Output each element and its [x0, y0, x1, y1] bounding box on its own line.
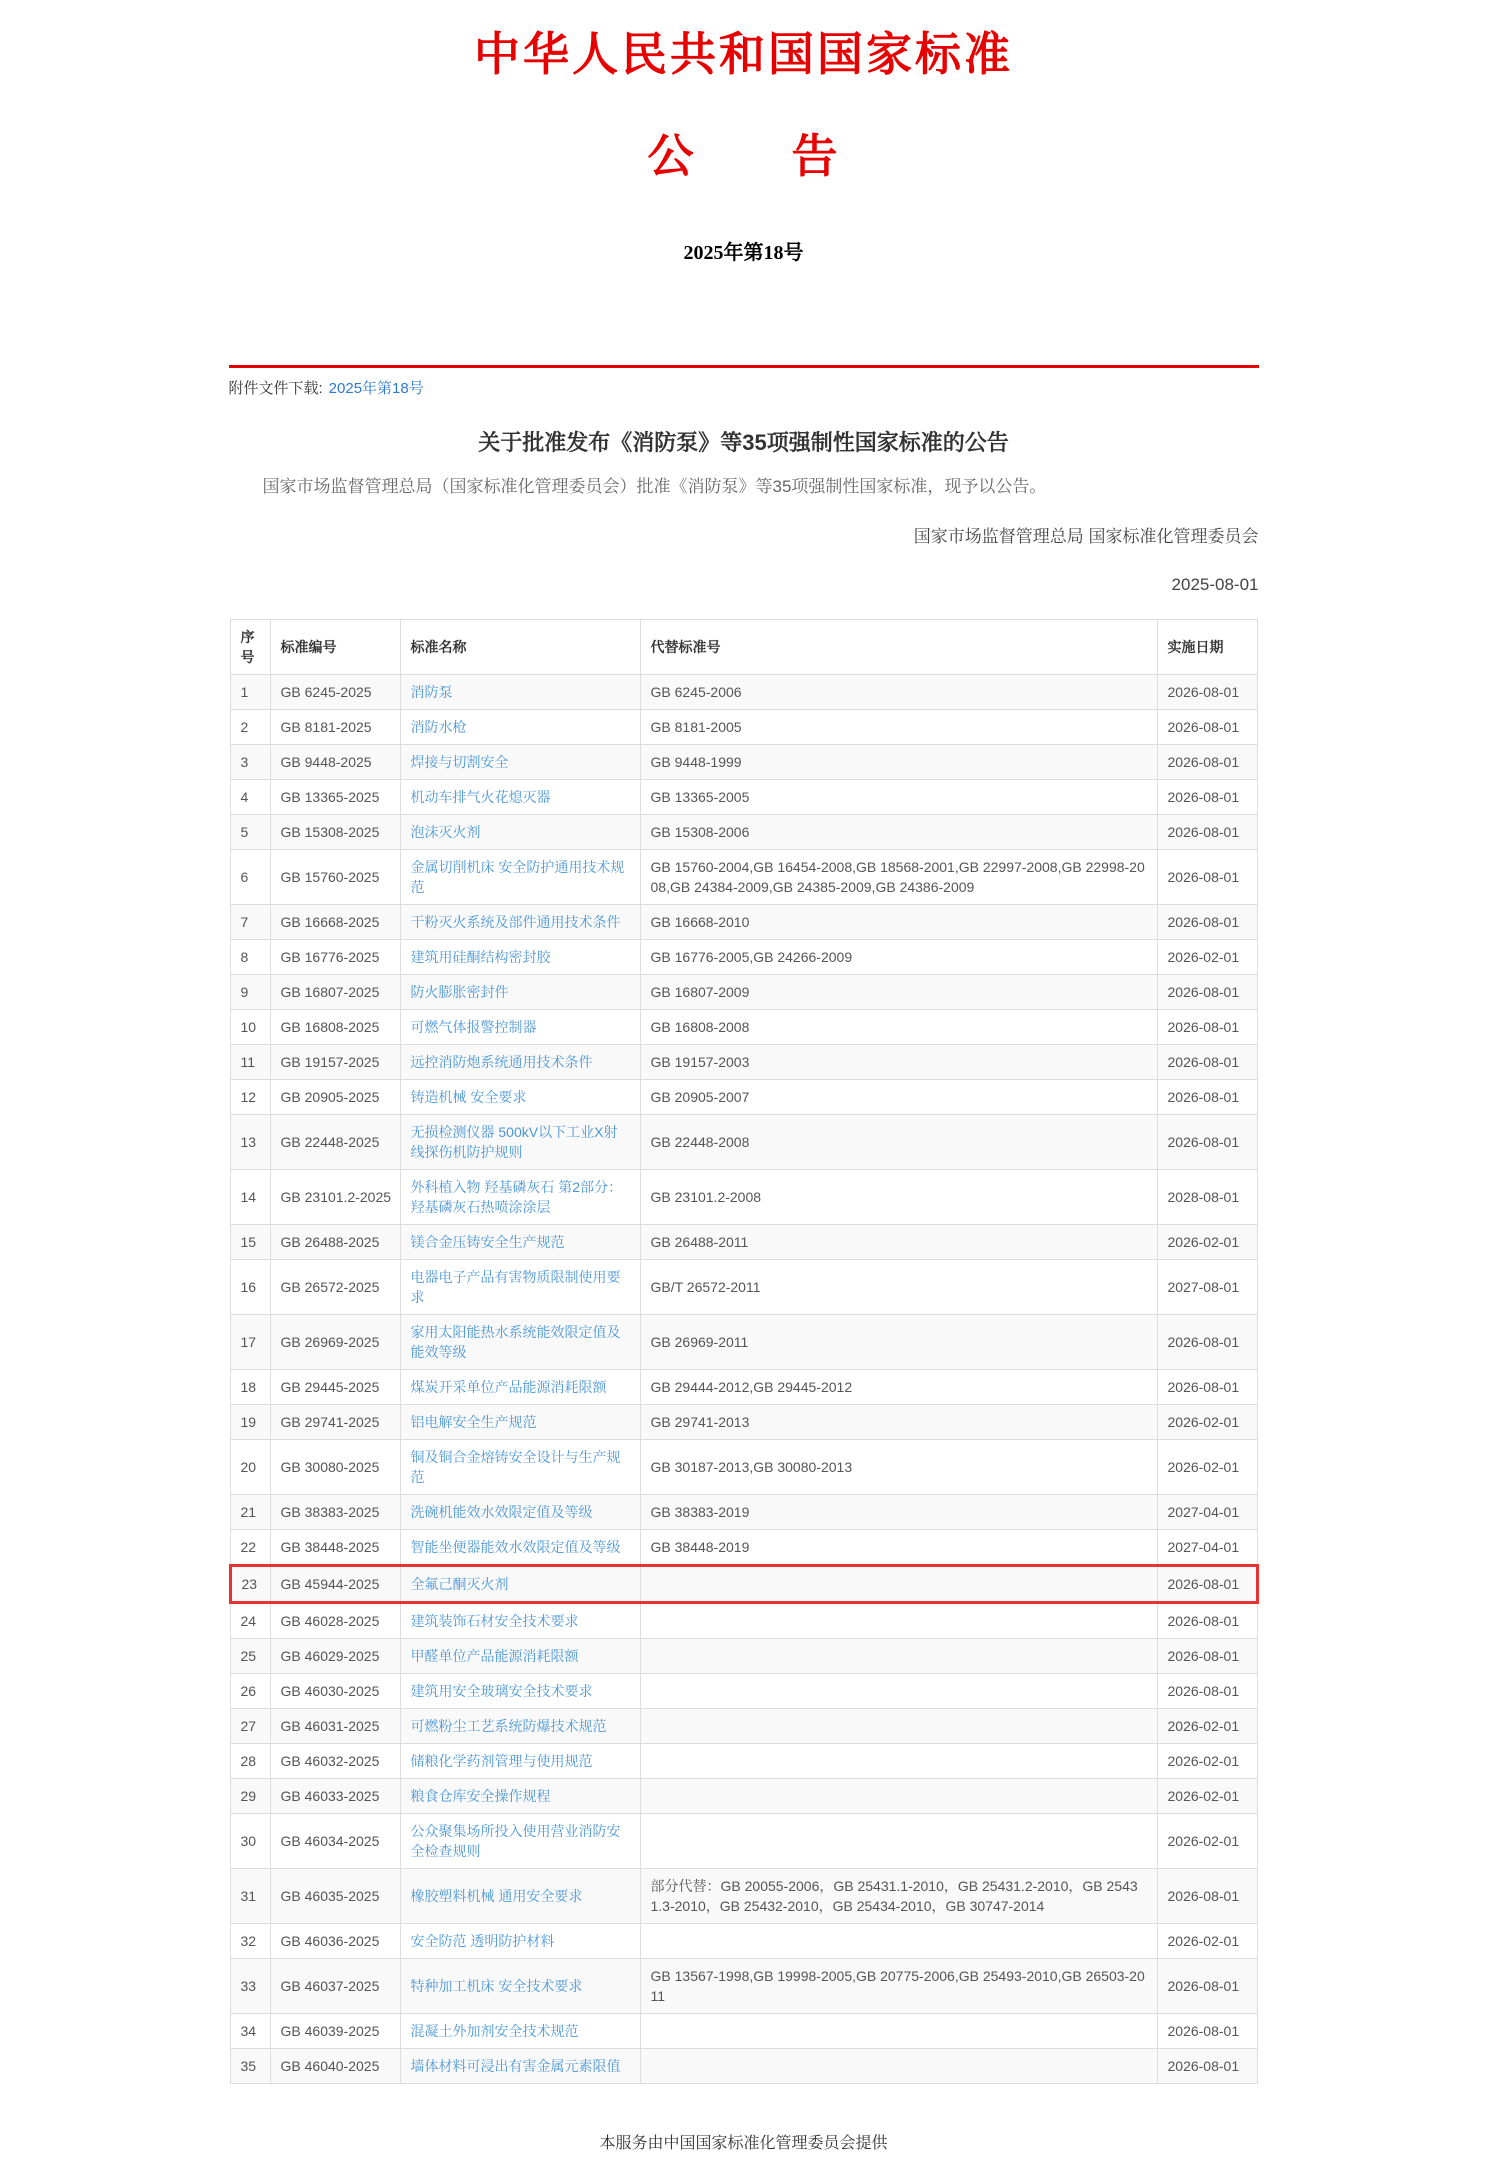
implementation-date-cell: 2026-02-01: [1157, 1744, 1257, 1779]
main-title: 中华人民共和国国家标准: [474, 29, 1013, 80]
implementation-date-cell: 2027-04-01: [1157, 1530, 1257, 1566]
row-serial-no-cell: 22: [230, 1530, 270, 1566]
row-serial-no-cell: 14: [230, 1170, 270, 1225]
row-serial-no-cell: 11: [230, 1045, 270, 1080]
standard-name-link[interactable]: 建筑装饰石材安全技术要求: [410, 1613, 579, 1630]
replaced-standards-cell: GB 38383-2019: [640, 1495, 1157, 1530]
standard-name-cell: [400, 1566, 640, 1603]
standard-code-cell: GB 20905-2025: [270, 1080, 400, 1115]
row-serial-no-cell: 1: [230, 675, 270, 710]
standard-code-cell: GB 46031-2025: [270, 1709, 400, 1744]
standard-code-cell: GB 6245-2025: [270, 675, 400, 710]
row-serial-no-cell: 26: [230, 1674, 270, 1709]
standard-name-link[interactable]: 消防水枪: [410, 719, 467, 736]
standard-code-cell: GB 16807-2025: [270, 975, 400, 1010]
standard-name-cell: [400, 710, 640, 745]
row-serial-no-cell: 34: [230, 2014, 270, 2049]
row-serial-no-cell: 32: [230, 1924, 270, 1959]
replaced-standards-cell: [640, 1566, 1157, 1603]
implementation-date-cell: 2026-08-01: [1157, 1869, 1257, 1924]
replaced-standards-cell: GB 29741-2013: [640, 1405, 1157, 1440]
row-serial-no-cell: 23: [230, 1566, 270, 1603]
body-paragraph: 国家市场监督管理总局（国家标准化管理委员会）批准《消防泵》等35项强制性国家标准，现予以公告。: [262, 477, 1047, 496]
implementation-date-cell: 2026-02-01: [1157, 1924, 1257, 1959]
standard-name-link[interactable]: 煤炭开采单位产品能源消耗限额: [410, 1379, 607, 1396]
standard-name-link[interactable]: 无损检测仪器 500kV以下工业X射线探伤机防护规则: [410, 1124, 618, 1161]
standard-code-cell: GB 16808-2025: [270, 1010, 400, 1045]
replaced-standards-cell: GB 26488-2011: [640, 1225, 1157, 1260]
replaced-standards-cell: GB 16776-2005,GB 24266-2009: [640, 940, 1157, 975]
header-standard-name: 标准名称: [400, 620, 640, 675]
standard-code-cell: GB 46028-2025: [270, 1603, 400, 1639]
standard-code-cell: GB 26969-2025: [270, 1315, 400, 1370]
replaced-standards-cell: GB 13567-1998,GB 19998-2005,GB 20775-2006,GB 25493-2010,GB 26503-2011: [640, 1959, 1157, 2014]
table-row: [230, 1674, 1257, 1709]
standard-name-cell: [400, 1639, 640, 1674]
table-row: [230, 905, 1257, 940]
implementation-date-cell: 2026-02-01: [1157, 1814, 1257, 1869]
standard-name-link[interactable]: 铝电解安全生产规范: [410, 1414, 537, 1431]
standard-code-cell: GB 46035-2025: [270, 1869, 400, 1924]
table-row: [230, 1495, 1257, 1530]
implementation-date-cell: 2026-02-01: [1157, 1779, 1257, 1814]
table-row: [230, 1814, 1257, 1869]
table-row: [230, 710, 1257, 745]
replaced-standards-cell: GB 8181-2005: [640, 710, 1157, 745]
standard-code-cell: GB 46034-2025: [270, 1814, 400, 1869]
standard-code-cell: GB 46032-2025: [270, 1744, 400, 1779]
standard-name-link[interactable]: 建筑用硅酮结构密封胶: [410, 949, 551, 966]
row-serial-no-cell: 17: [230, 1315, 270, 1370]
replaced-standards-cell: GB 20905-2007: [640, 1080, 1157, 1115]
attachment-label: 附件文件下载:: [228, 380, 323, 397]
row-serial-no-cell: 19: [230, 1405, 270, 1440]
standard-name-cell: [400, 1674, 640, 1709]
implementation-date-cell: 2026-08-01: [1157, 1115, 1257, 1170]
standard-name-cell: [400, 1709, 640, 1744]
replaced-standards-cell: GB 16668-2010: [640, 905, 1157, 940]
table-row: [230, 1530, 1257, 1566]
replaced-standards-cell: GB 29444-2012,GB 29445-2012: [640, 1370, 1157, 1405]
replaced-standards-cell: [640, 1674, 1157, 1709]
replaced-standards-cell: GB 6245-2006: [640, 675, 1157, 710]
table-row: [230, 1045, 1257, 1080]
table-row-highlighted: [230, 1566, 1257, 1603]
table-header-row: [230, 620, 1257, 675]
row-serial-no-cell: 33: [230, 1959, 270, 2014]
implementation-date-cell: 2026-08-01: [1157, 1010, 1257, 1045]
replaced-standards-cell: GB 23101.2-2008: [640, 1170, 1157, 1225]
standard-name-link[interactable]: 可燃气体报警控制器: [410, 1019, 537, 1036]
implementation-date-cell: 2027-08-01: [1157, 1260, 1257, 1315]
implementation-date-cell: 2026-02-01: [1157, 1405, 1257, 1440]
row-serial-no-cell: 30: [230, 1814, 270, 1869]
table-row: [230, 780, 1257, 815]
standard-name-link[interactable]: 混凝土外加剂安全技术规范: [410, 2023, 579, 2040]
standard-name-link[interactable]: 铸造机械 安全要求: [410, 1089, 527, 1106]
standard-name-link[interactable]: 洗碗机能效水效限定值及等级: [410, 1504, 593, 1521]
implementation-date-cell: 2026-02-01: [1157, 940, 1257, 975]
standard-name-link[interactable]: 铜及铜合金熔铸安全设计与生产规范: [410, 1449, 621, 1486]
row-serial-no-cell: 15: [230, 1225, 270, 1260]
table-row: [230, 1080, 1257, 1115]
replaced-standards-cell: [640, 1779, 1157, 1814]
replaced-standards-cell: GB 19157-2003: [640, 1045, 1157, 1080]
table-row: [230, 745, 1257, 780]
standard-name-link[interactable]: 泡沫灭火剂: [410, 824, 481, 841]
standard-name-link[interactable]: 消防泵: [410, 684, 453, 701]
standard-code-cell: GB 38448-2025: [270, 1530, 400, 1566]
implementation-date-cell: 2026-08-01: [1157, 745, 1257, 780]
table-row: [230, 1315, 1257, 1370]
row-serial-no-cell: 35: [230, 2049, 270, 2084]
implementation-date-cell: 2026-02-01: [1157, 1709, 1257, 1744]
standard-name-cell: [400, 1924, 640, 1959]
implementation-date-cell: 2026-08-01: [1157, 1566, 1257, 1603]
replaced-standards-cell: GB 38448-2019: [640, 1530, 1157, 1566]
standard-name-cell: [400, 815, 640, 850]
implementation-date-cell: 2026-08-01: [1157, 850, 1257, 905]
header-replaced-standards: 代替标准号: [640, 620, 1157, 675]
standard-name-link[interactable]: 墙体材料可浸出有害金属元素限值: [410, 2058, 621, 2075]
standard-name-link[interactable]: 建筑用安全玻璃安全技术要求: [410, 1683, 593, 1700]
standard-code-cell: GB 29445-2025: [270, 1370, 400, 1405]
standard-name-cell: [400, 2014, 640, 2049]
standard-code-cell: GB 22448-2025: [270, 1115, 400, 1170]
table-row: [230, 1709, 1257, 1744]
implementation-date-cell: 2026-02-01: [1157, 1225, 1257, 1260]
implementation-date-cell: 2026-08-01: [1157, 1639, 1257, 1674]
table-row: [230, 1370, 1257, 1405]
implementation-date-cell: 2026-08-01: [1157, 815, 1257, 850]
row-serial-no-cell: 7: [230, 905, 270, 940]
standard-name-cell: [400, 780, 640, 815]
standard-name-cell: [400, 745, 640, 780]
standard-name-cell: [400, 2049, 640, 2084]
standard-code-cell: GB 29741-2025: [270, 1405, 400, 1440]
standard-name-link[interactable]: 防火膨胀密封件: [410, 984, 509, 1001]
sign-date: 2025-08-01: [1171, 575, 1259, 595]
standard-code-cell: GB 46033-2025: [270, 1779, 400, 1814]
attachment-download-link[interactable]: 2025年第18号: [328, 380, 424, 397]
standard-name-link[interactable]: 镁合金压铸安全生产规范: [410, 1234, 565, 1251]
implementation-date-cell: 2027-04-01: [1157, 1495, 1257, 1530]
row-serial-no-cell: 28: [230, 1744, 270, 1779]
standard-name-link[interactable]: 智能坐便器能效水效限定值及等级: [410, 1539, 621, 1556]
table-row: [230, 815, 1257, 850]
standard-code-cell: GB 46029-2025: [270, 1639, 400, 1674]
table-row: [230, 675, 1257, 710]
row-serial-no-cell: 12: [230, 1080, 270, 1115]
standard-name-cell: [400, 1959, 640, 2014]
standard-name-link[interactable]: 公众聚集场所投入使用营业消防安全检查规则: [410, 1823, 621, 1860]
replaced-standards-cell: GB 9448-1999: [640, 745, 1157, 780]
row-serial-no-cell: 3: [230, 745, 270, 780]
standard-code-cell: GB 46037-2025: [270, 1959, 400, 2014]
standard-name-cell: [400, 975, 640, 1010]
table-row: [230, 1260, 1257, 1315]
standard-name-cell: [400, 1603, 640, 1639]
implementation-date-cell: 2026-08-01: [1157, 1080, 1257, 1115]
replaced-standards-cell: [640, 1639, 1157, 1674]
standard-name-link[interactable]: 干粉灭火系统及部件通用技术条件: [410, 914, 621, 931]
table-row: [230, 975, 1257, 1010]
standard-code-cell: GB 46039-2025: [270, 2014, 400, 2049]
standard-name-cell: [400, 1405, 640, 1440]
standard-name-link[interactable]: 机动车排气火花熄灭器: [410, 789, 551, 806]
standard-name-cell: [400, 1495, 640, 1530]
row-serial-no-cell: 9: [230, 975, 270, 1010]
row-serial-no-cell: 16: [230, 1260, 270, 1315]
standard-name-cell: [400, 1010, 640, 1045]
standard-name-cell: [400, 1115, 640, 1170]
standard-name-link[interactable]: 全氟己酮灭火剂: [410, 1576, 509, 1593]
table-row: [230, 1115, 1257, 1170]
row-serial-no-cell: 6: [230, 850, 270, 905]
standard-name-cell: [400, 1260, 640, 1315]
replaced-standards-cell: [640, 1814, 1157, 1869]
standard-name-link[interactable]: 橡胶塑料机械 通用安全要求: [410, 1888, 583, 1905]
table-row: [230, 1744, 1257, 1779]
standard-code-cell: GB 16668-2025: [270, 905, 400, 940]
standard-code-cell: GB 16776-2025: [270, 940, 400, 975]
implementation-date-cell: 2026-08-01: [1157, 2014, 1257, 2049]
standard-name-cell: [400, 1315, 640, 1370]
standard-code-cell: GB 19157-2025: [270, 1045, 400, 1080]
replaced-standards-cell: [640, 1603, 1157, 1639]
standard-code-cell: GB 38383-2025: [270, 1495, 400, 1530]
header-implementation-date: 实施日期: [1157, 620, 1257, 675]
table-row: [230, 1010, 1257, 1045]
issue-number: 2025年第18号: [683, 242, 804, 264]
table-row: [230, 850, 1257, 905]
row-serial-no-cell: 4: [230, 780, 270, 815]
row-serial-no-cell: 13: [230, 1115, 270, 1170]
standard-name-cell: [400, 1744, 640, 1779]
standard-name-cell: [400, 1170, 640, 1225]
replaced-standards-cell: GB 26969-2011: [640, 1315, 1157, 1370]
signature: 国家市场监督管理总局 国家标准化管理委员会: [913, 527, 1259, 547]
row-serial-no-cell: 25: [230, 1639, 270, 1674]
replaced-standards-cell: GB 15760-2004,GB 16454-2008,GB 18568-2001,GB 22997-2008,GB 22998-2008,GB 24384-2009,GB 24385-2009,GB 24386-2009: [640, 850, 1157, 905]
table-row: [230, 1405, 1257, 1440]
implementation-date-cell: 2026-08-01: [1157, 675, 1257, 710]
standard-code-cell: GB 46040-2025: [270, 2049, 400, 2084]
standards-table-body: [230, 675, 1257, 2084]
implementation-date-cell: 2026-08-01: [1157, 1370, 1257, 1405]
standard-name-link[interactable]: 焊接与切割安全: [410, 754, 509, 771]
standard-code-cell: GB 8181-2025: [270, 710, 400, 745]
replaced-standards-cell: GB/T 26572-2011: [640, 1260, 1157, 1315]
implementation-date-cell: 2026-08-01: [1157, 710, 1257, 745]
doc-title: 关于批准发布《消防泵》等35项强制性国家标准的公告: [478, 430, 1009, 455]
standard-code-cell: GB 13365-2025: [270, 780, 400, 815]
table-row: [230, 1170, 1257, 1225]
row-serial-no-cell: 5: [230, 815, 270, 850]
implementation-date-cell: 2026-08-01: [1157, 905, 1257, 940]
replaced-standards-cell: [640, 2014, 1157, 2049]
standard-name-link[interactable]: 电器电子产品有害物质限制使用要求: [410, 1269, 621, 1306]
row-serial-no-cell: 29: [230, 1779, 270, 1814]
table-row: [230, 1869, 1257, 1924]
implementation-date-cell: 2026-08-01: [1157, 1315, 1257, 1370]
replaced-standards-cell: GB 22448-2008: [640, 1115, 1157, 1170]
standard-name-link[interactable]: 安全防范 透明防护材料: [410, 1933, 555, 1950]
header-standard-code: 标准编号: [270, 620, 400, 675]
standard-code-cell: GB 9448-2025: [270, 745, 400, 780]
standard-code-cell: GB 46036-2025: [270, 1924, 400, 1959]
standard-name-link[interactable]: 可燃粉尘工艺系统防爆技术规范: [410, 1718, 607, 1735]
implementation-date-cell: 2026-08-01: [1157, 1674, 1257, 1709]
implementation-date-cell: 2026-08-01: [1157, 2049, 1257, 2084]
row-serial-no-cell: 27: [230, 1709, 270, 1744]
standards-table: [229, 619, 1259, 2084]
implementation-date-cell: 2026-08-01: [1157, 1045, 1257, 1080]
replaced-standards-cell: GB 16807-2009: [640, 975, 1157, 1010]
row-serial-no-cell: 31: [230, 1869, 270, 1924]
table-row: [230, 1779, 1257, 1814]
table-row: [230, 940, 1257, 975]
standard-code-cell: GB 30080-2025: [270, 1440, 400, 1495]
implementation-date-cell: 2026-08-01: [1157, 780, 1257, 815]
standard-name-link[interactable]: 远控消防炮系统通用技术条件: [410, 1054, 593, 1071]
standard-code-cell: GB 26572-2025: [270, 1260, 400, 1315]
standard-name-link[interactable]: 粮食仓库安全操作规程: [410, 1788, 551, 1805]
standard-name-cell: [400, 905, 640, 940]
replaced-standards-cell: GB 16808-2008: [640, 1010, 1157, 1045]
replaced-standards-cell: GB 13365-2005: [640, 780, 1157, 815]
row-serial-no-cell: 24: [230, 1603, 270, 1639]
replaced-standards-cell: 部分代替：GB 20055-2006，GB 25431.1-2010，GB 25431.2-2010，GB 25431.3-2010，GB 25432-2010，GB 25434-2010，GB 30747-2014: [640, 1869, 1157, 1924]
replaced-standards-cell: [640, 1709, 1157, 1744]
standard-name-link[interactable]: 家用太阳能热水系统能效限定值及能效等级: [410, 1324, 621, 1361]
table-row: [230, 2014, 1257, 2049]
row-serial-no-cell: 21: [230, 1495, 270, 1530]
standard-name-cell: [400, 1869, 640, 1924]
table-row: [230, 1639, 1257, 1674]
row-serial-no-cell: 8: [230, 940, 270, 975]
standard-code-cell: GB 15308-2025: [270, 815, 400, 850]
standard-code-cell: GB 45944-2025: [270, 1566, 400, 1603]
row-serial-no-cell: 10: [230, 1010, 270, 1045]
standard-name-cell: [400, 1530, 640, 1566]
standard-name-link[interactable]: 外科植入物 羟基磷灰石 第2部分：羟基磷灰石热喷涂涂层: [410, 1179, 623, 1216]
table-row: [230, 1225, 1257, 1260]
announcement-page: [229, 18, 1259, 2153]
row-serial-no-cell: 18: [230, 1370, 270, 1405]
standard-name-cell: [400, 850, 640, 905]
replaced-standards-cell: [640, 1744, 1157, 1779]
table-row: [230, 1440, 1257, 1495]
table-row: [230, 1603, 1257, 1639]
row-serial-no-cell: 20: [230, 1440, 270, 1495]
replaced-standards-cell: [640, 2049, 1157, 2084]
standard-name-cell: [400, 1225, 640, 1260]
standard-code-cell: GB 15760-2025: [270, 850, 400, 905]
implementation-date-cell: 2026-02-01: [1157, 1440, 1257, 1495]
implementation-date-cell: 2026-08-01: [1157, 1959, 1257, 2014]
standard-code-cell: GB 46030-2025: [270, 1674, 400, 1709]
standard-code-cell: GB 23101.2-2025: [270, 1170, 400, 1225]
footer-note: 本服务由中国国家标准化管理委员会提供: [599, 2135, 888, 2153]
standard-name-link[interactable]: 特种加工机床 安全技术要求: [410, 1978, 583, 1995]
replaced-standards-cell: [640, 1924, 1157, 1959]
replaced-standards-cell: GB 15308-2006: [640, 815, 1157, 850]
standard-name-link[interactable]: 金属切削机床 安全防护通用技术规范: [410, 859, 625, 896]
implementation-date-cell: 2028-08-01: [1157, 1170, 1257, 1225]
standard-name-cell: [400, 1814, 640, 1869]
attachment-bar: [229, 368, 1259, 408]
header-serial-no: 序号: [230, 620, 270, 675]
implementation-date-cell: 2026-08-01: [1157, 975, 1257, 1010]
standard-name-link[interactable]: 甲醛单位产品能源消耗限额: [410, 1648, 579, 1665]
standard-name-cell: [400, 1045, 640, 1080]
row-serial-no-cell: 2: [230, 710, 270, 745]
table-row: [230, 1959, 1257, 2014]
standard-name-cell: [400, 1779, 640, 1814]
table-row: [230, 2049, 1257, 2084]
replaced-standards-cell: GB 30187-2013,GB 30080-2013: [640, 1440, 1157, 1495]
standard-name-cell: [400, 675, 640, 710]
table-row: [230, 1924, 1257, 1959]
standard-name-cell: [400, 1440, 640, 1495]
standard-name-link[interactable]: 储粮化学药剂管理与使用规范: [410, 1753, 593, 1770]
standard-code-cell: GB 26488-2025: [270, 1225, 400, 1260]
implementation-date-cell: 2026-08-01: [1157, 1603, 1257, 1639]
standard-name-cell: [400, 1080, 640, 1115]
standard-name-cell: [400, 1370, 640, 1405]
sub-title: 公 告: [647, 131, 840, 182]
standard-name-cell: [400, 940, 640, 975]
